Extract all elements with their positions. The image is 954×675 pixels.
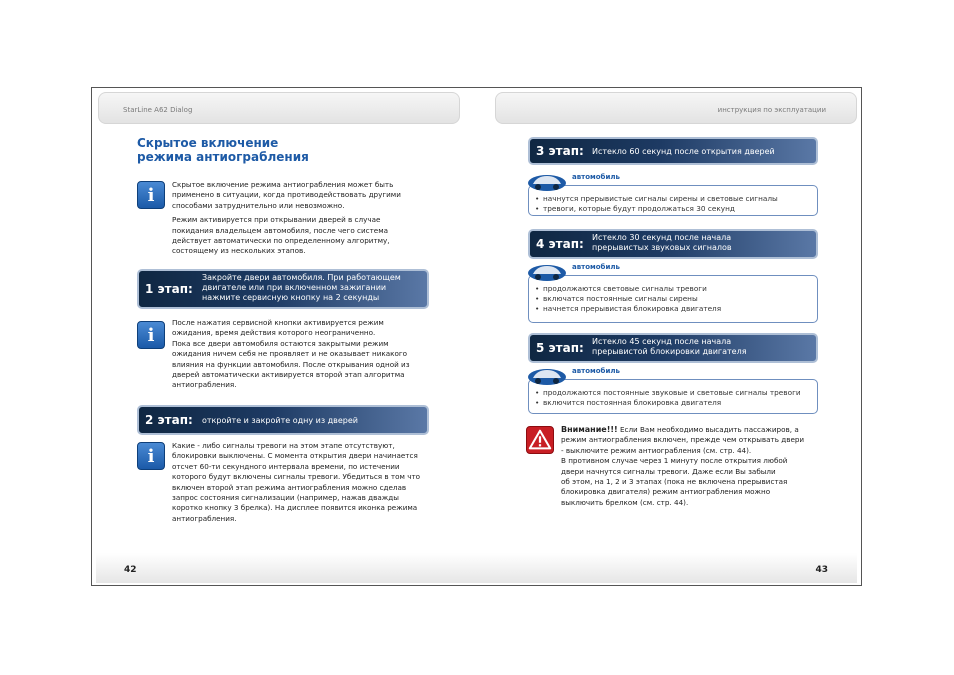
car-label-text: автомобиль <box>572 263 620 271</box>
list-item: • включатся постоянные сигналы сирены <box>535 294 811 304</box>
info-paragraph-1: Скрытое включение режима антиограбления может быть применено в ситуации, когда противодействовать другими способами затруднительно или невозможно. Режим активируется при открывании дверей в случае покидания владельцем автомобиля, после чего система действует автоматически по определенному алгоритму, состоящему из нескольких этапов. <box>172 180 401 256</box>
stage-3-list <box>535 194 811 214</box>
stage-3-car-box <box>528 173 818 216</box>
stage-4-car-box <box>528 263 818 323</box>
warning-title: Внимание!!! <box>561 425 618 434</box>
stage-4-label: 4 этап: <box>536 237 584 251</box>
list-item: • тревоги, которые будут продолжаться 30 секунд <box>535 204 811 214</box>
title-line-1: Скрытое включение <box>137 136 279 150</box>
stage-5-list <box>535 388 811 408</box>
manual-spread <box>91 87 862 586</box>
stage-1-banner <box>137 269 429 309</box>
stage-4-banner <box>528 229 818 259</box>
list-item: • включится постоянная блокировка двигателя <box>535 398 811 408</box>
stage-4-text: Истекло 30 секунд после начала прерывистых звуковых сигналов <box>592 233 732 252</box>
page-title <box>137 136 309 164</box>
car-label-text: автомобиль <box>572 173 620 181</box>
info-icon: i <box>137 321 165 349</box>
header-left-text: StarLine A62 Dialog <box>123 106 193 114</box>
stage-2-banner <box>137 405 429 435</box>
list-item: • начнется прерывистая блокировка двигателя <box>535 304 811 314</box>
stage-5-banner <box>528 333 818 363</box>
header-right <box>495 92 857 124</box>
stage-3-text: Истекло 60 секунд после открытия дверей <box>592 147 775 156</box>
car-label-text: автомобиль <box>572 367 620 375</box>
title-line-2: режима антиограбления <box>137 150 309 164</box>
header-right-text: инструкция по эксплуатации <box>717 106 826 114</box>
list-item: • продолжаются световые сигналы тревоги <box>535 284 811 294</box>
page-number-left: 42 <box>124 565 137 575</box>
list-item: • начнутся прерывистые сигналы сирены и световые сигналы <box>535 194 811 204</box>
list-item: • продолжаются постоянные звуковые и световые сигналы тревоги <box>535 388 811 398</box>
stage-3-label: 3 этап: <box>536 144 584 158</box>
car-icon <box>527 172 567 192</box>
stage-5-car-box <box>528 367 818 414</box>
stage-2-text: откройте и закройте одну из дверей <box>202 416 359 425</box>
header-left <box>98 92 460 124</box>
info-icon: i <box>137 442 165 470</box>
info-paragraph-2: После нажатия сервисной кнопки активируется режим ожидания, время действия которого неограниченно. Пока все двери автомобиля остаются закрытыми режим ожидания ничем себя не проявляет и не оказывает никакого влияния на функции автомобиля. После открывания одной из дверей автоматически активируется второй этап алгоритма антиограбления. <box>172 318 410 390</box>
car-icon <box>527 262 567 282</box>
stage-2-label: 2 этап: <box>145 413 193 427</box>
stage-5-label: 5 этап: <box>536 341 584 355</box>
info-icon: i <box>137 181 165 209</box>
stage-3-banner <box>528 137 818 165</box>
stage-5-text: Истекло 45 секунд после начала прерывистой блокировки двигателя <box>592 337 747 356</box>
page-number-right: 43 <box>815 565 828 575</box>
warning-icon <box>526 426 554 454</box>
stage-1-label: 1 этап: <box>145 282 193 296</box>
car-icon <box>527 366 567 386</box>
info-paragraph-3: Какие - либо сигналы тревоги на этом этапе отсутствуют, блокировки выключены. С момента открытия двери начинается отсчет 60-ти секундного интервала времени, по истечении которого будут включены сигналы тревоги. Убедиться в том что включен второй этап режима антиограбления можно сделав запрос состояния сигнализации (например, нажав дважды коротко кнопку 3 брелка). На дисплее появится иконка режима антиограбления. <box>172 441 421 523</box>
warning-paragraph: Внимание!!! Если Вам необходимо высадить пассажиров, а режим антиограбления включен, прежде чем открывать двери - выключите режим антиограбления (см. стр. 44). В противном случае через 1 минуту после открытия любой двери начнутся сигналы тревоги. Даже если Вы забыли об этом, на 1, 2 и 3 этапах (пока не включена прерывистая блокировка двигателя) режим антиограбления можно выключить брелком (см. стр. 44). <box>561 425 805 507</box>
stage-4-list <box>535 284 811 314</box>
stage-1-text: Закройте двери автомобиля. При работающем двигателе или при включенном зажигании нажмите сервисную кнопку на 2 секунды <box>202 273 401 302</box>
page-footer <box>96 553 857 583</box>
